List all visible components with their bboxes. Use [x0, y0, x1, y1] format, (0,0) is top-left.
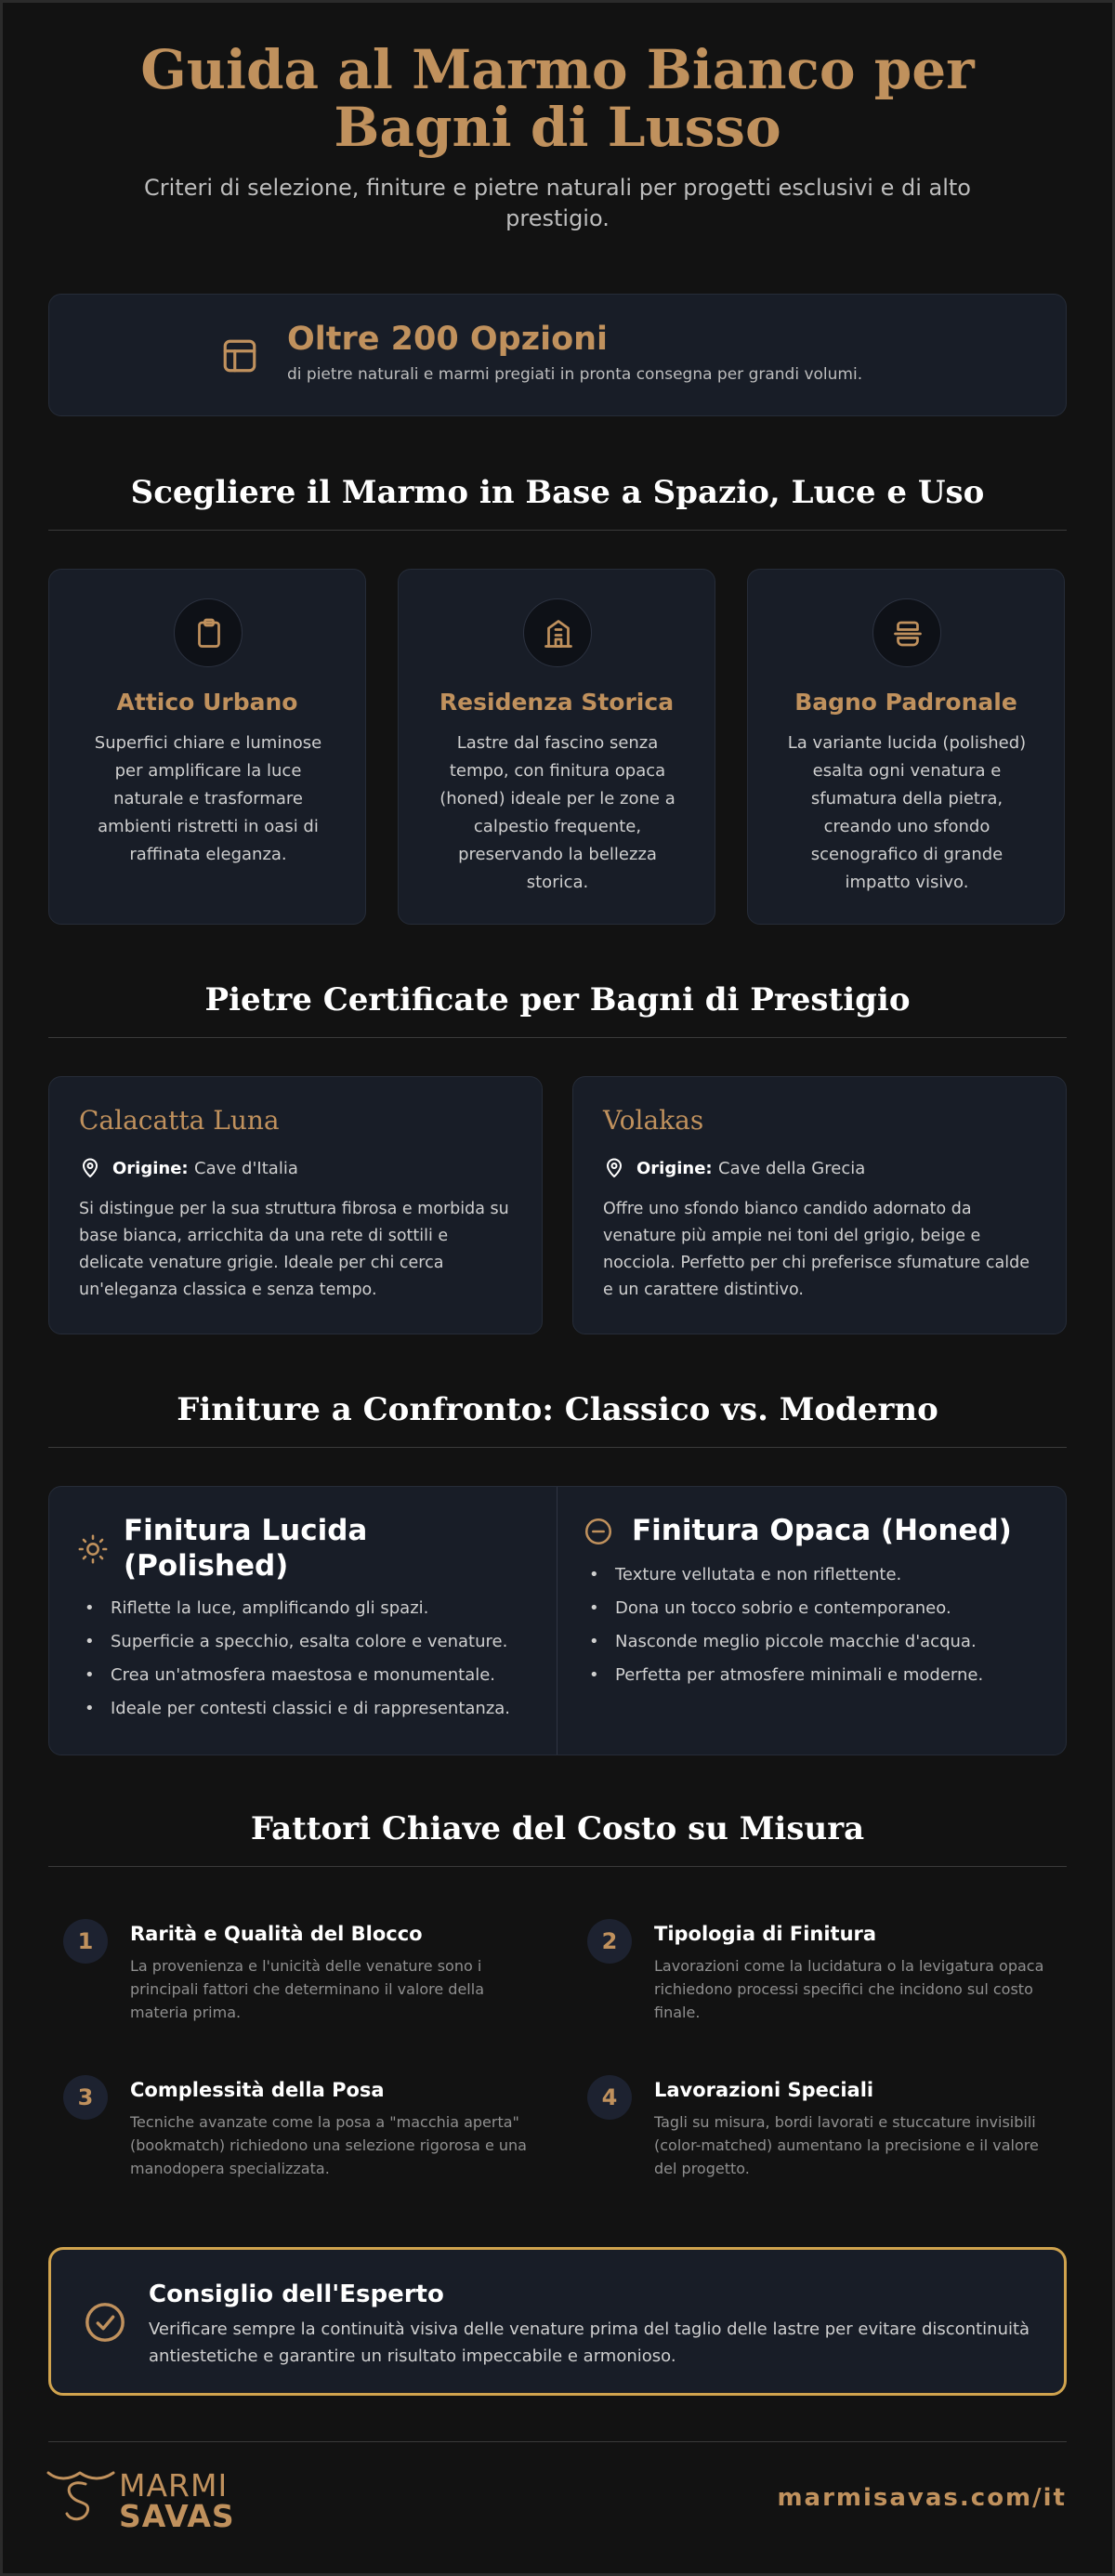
- list-item: • Crea un'atmosfera maestosa e monumentale.: [81, 1664, 510, 1698]
- factor-title: Complessità della Posa: [130, 2079, 385, 2101]
- factor-text: Lavorazioni come la lucidatura o la levigatura opaca richiedono processi specifici che incidono sul costo finale.: [654, 1957, 1044, 2021]
- section-divider: [48, 1866, 1067, 1867]
- origin-value: Cave della Grecia: [718, 1159, 866, 1178]
- logo-text-bottom: SAVAS: [119, 2498, 235, 2534]
- map-pin-icon: [79, 1157, 101, 1179]
- list-item: • Ideale per contesti classici e di rappresentanza.: [81, 1698, 510, 1731]
- finish-polished: [49, 1487, 557, 1755]
- minus-circle-icon: [583, 1516, 614, 1547]
- cost-factor: [50, 2075, 533, 2205]
- stone-card-volakas: [572, 1076, 1067, 1334]
- finish-list: [81, 1597, 510, 1731]
- website-link[interactable]: marmisavas.com/it: [777, 2484, 1067, 2512]
- factor-text: Tecniche avanzate come la posa a "macchia aperta" (bookmatch) richiedono una selezione rigorosa e una manodopera specializzata.: [130, 2113, 527, 2177]
- page-subtitle: Criteri di selezione, finiture e pietre naturali per progetti esclusivi e di alto prestigio.: [144, 175, 971, 231]
- space-card-text: Superfici chiare e luminose per amplificare la luce naturale e trasformare ambienti ristretti in oasi di raffinata eleganza.: [94, 733, 322, 864]
- factor-title: Lavorazioni Speciali: [654, 2079, 874, 2101]
- space-card-text: La variante lucida (polished) esalta ogni venatura e sfumatura della pietra, creando uno sfondo scenografico di grande impatto visivo.: [787, 733, 1027, 892]
- space-card-title: Attico Urbano: [116, 689, 298, 716]
- space-card-text: Lastre dal fascino senza tempo, con finitura opaca (honed) ideale per le zone a calpestio frequente, preservando la bellezza storica.: [439, 733, 676, 892]
- finish-title-line: Finitura Lucida: [124, 1514, 368, 1547]
- stone-description: Offre uno sfondo bianco candido adornato da venature più ampie nei toni del grigio, beige e nocciola. Perfetto per chi preferisce sfumature calde e un carattere distintivo.: [603, 1200, 1030, 1299]
- section-title-costs: Fattori Chiave del Costo su Misura: [250, 1810, 865, 1847]
- footer-divider: [48, 2441, 1067, 2442]
- factor-number: 3: [63, 2075, 108, 2120]
- layout-icon: [220, 336, 259, 375]
- finish-title-line: (Polished): [124, 1549, 289, 1583]
- finish-list: [585, 1564, 983, 1698]
- section-title-stones: Pietre Certificate per Bagni di Prestigio: [204, 981, 911, 1019]
- section-title-finishes: Finiture a Confronto: Classico vs. Moderno: [177, 1391, 938, 1428]
- section-divider: [48, 530, 1067, 531]
- page-title: Guida al Marmo Bianco per Bagni di Lusso: [140, 38, 975, 159]
- space-card-title: Residenza Storica: [439, 689, 675, 716]
- stone-card-calacatta: [48, 1076, 543, 1334]
- origin-label: Origine:: [636, 1159, 713, 1178]
- options-banner: [48, 294, 1067, 416]
- cost-factor: [574, 2075, 1057, 2205]
- bathtub-icon: [872, 598, 941, 667]
- list-item: • Dona un tocco sobrio e contemporaneo.: [585, 1597, 983, 1631]
- factor-text: Tagli su misura, bordi lavorati e stuccature invisibili (color-matched) aumentano la precisione e il valore del progetto.: [654, 2113, 1039, 2177]
- expert-tip: [48, 2247, 1067, 2396]
- list-item: • Nasconde meglio piccole macchie d'acqua.: [585, 1631, 983, 1664]
- factor-text: La provenienza e l'unicità delle venature sono i principali fattori che determinano il valore della materia prima.: [130, 1957, 484, 2021]
- section-divider: [48, 1447, 1067, 1448]
- factor-title: Tipologia di Finitura: [654, 1923, 877, 1945]
- check-circle-icon: [84, 2301, 126, 2344]
- stone-description: Si distingue per la sua struttura fibrosa e morbida su base bianca, arricchita da una rete di sottili e delicate venature grigie. Ideale per chi cerca un'eleganza classica e senza tempo.: [79, 1200, 509, 1299]
- finish-title: Finitura Opaca (Honed): [632, 1514, 1012, 1547]
- section-divider: [48, 1037, 1067, 1038]
- cost-factor: [574, 1919, 1057, 2049]
- tip-title: Consiglio dell'Esperto: [149, 2280, 444, 2308]
- finishes-comparison: [48, 1486, 1067, 1755]
- marmi-savas-logo-icon: [46, 2467, 115, 2525]
- logo-text-top: MARMI: [119, 2467, 229, 2504]
- cost-factor: [50, 1919, 533, 2049]
- building-icon: [523, 598, 592, 667]
- stone-name: Volakas: [603, 1105, 704, 1136]
- factor-number: 2: [587, 1919, 632, 1964]
- section-title-spaces: Scegliere il Marmo in Base a Spazio, Luce e Uso: [130, 474, 985, 511]
- clipboard-icon: [174, 598, 243, 667]
- finish-title: [124, 1513, 367, 1584]
- list-item: • Superficie a specchio, esalta colore e venature.: [81, 1631, 510, 1664]
- sun-icon: [77, 1533, 109, 1565]
- banner-text: di pietre naturali e marmi pregiati in pronta consegna per grandi volumi.: [287, 365, 863, 384]
- space-card-historic: [398, 569, 715, 925]
- list-item: • Texture vellutata e non riflettente.: [585, 1564, 983, 1597]
- origin-label: Origine:: [112, 1159, 189, 1178]
- list-item: • Riflette la luce, amplificando gli spazi.: [81, 1597, 510, 1631]
- factor-number: 4: [587, 2075, 632, 2120]
- space-card-title: Bagno Padronale: [794, 689, 1017, 716]
- banner-title: Oltre 200 Opzioni: [287, 321, 609, 358]
- map-pin-icon: [603, 1157, 625, 1179]
- origin-value: Cave d'Italia: [194, 1159, 298, 1178]
- space-card-master-bath: [747, 569, 1065, 925]
- stone-name: Calacatta Luna: [79, 1105, 280, 1136]
- finish-honed: [558, 1487, 1065, 1755]
- tip-text: Verificare sempre la continuità visiva delle venature prima del taglio delle lastre per evitare discontinuità antiestetiche e garantire un risultato impeccabile e armonioso.: [149, 2320, 1030, 2366]
- space-card-urban: [48, 569, 366, 925]
- list-item: • Perfetta per atmosfere minimali e moderne.: [585, 1664, 983, 1698]
- factor-title: Rarità e Qualità del Blocco: [130, 1923, 423, 1945]
- factor-number: 1: [63, 1919, 108, 1964]
